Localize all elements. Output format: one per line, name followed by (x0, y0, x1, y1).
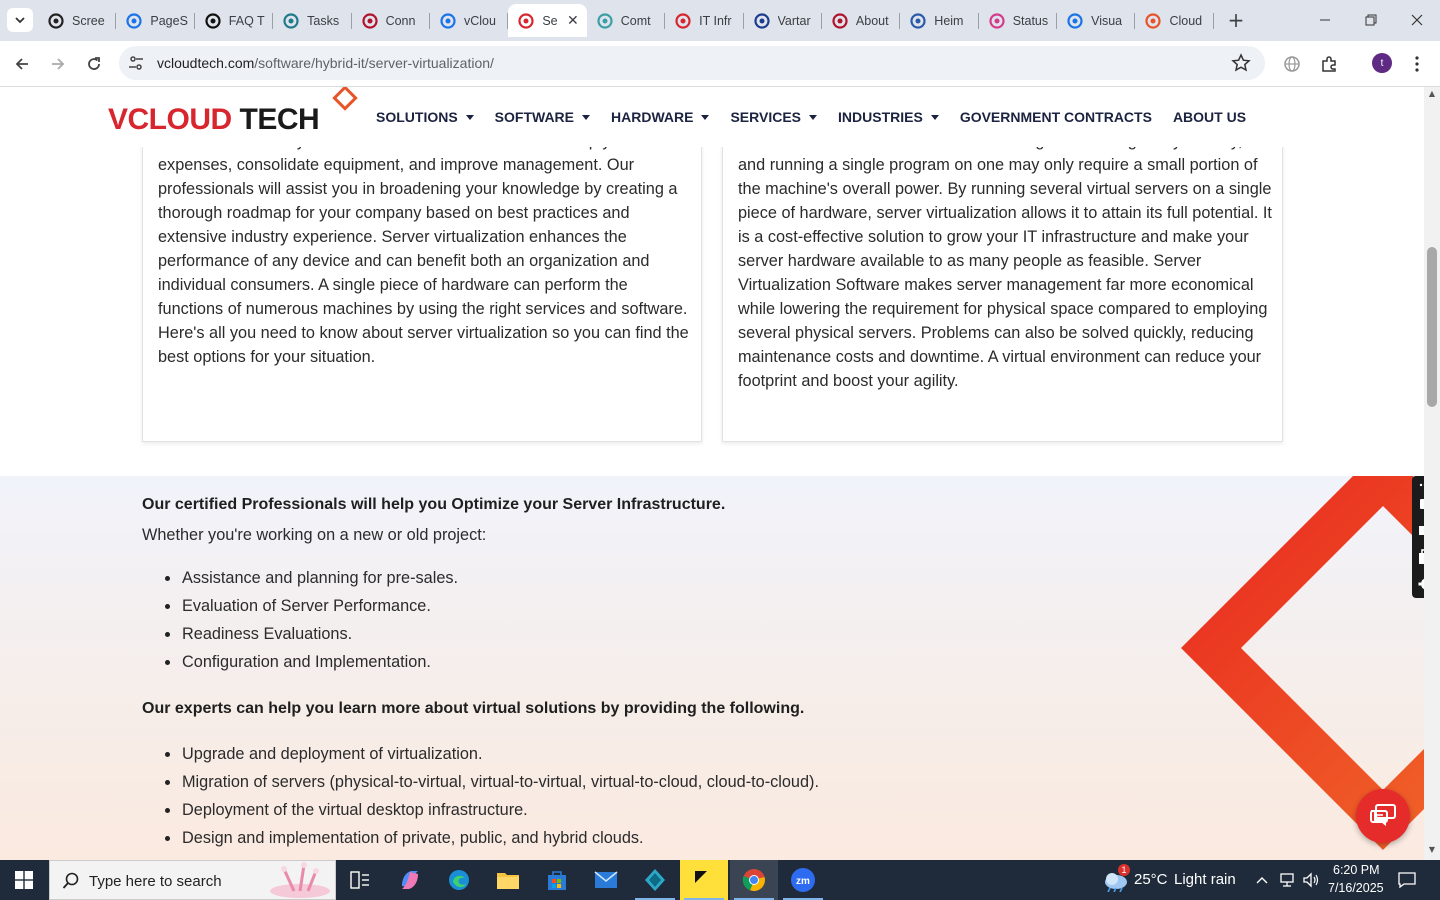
nav-item-solutions[interactable] (376, 109, 474, 125)
tab-title: Se (542, 13, 558, 28)
browser-tab[interactable] (900, 4, 978, 37)
profile-avatar[interactable]: t (1372, 53, 1392, 73)
task-view-icon (350, 871, 370, 889)
minimize-icon (1319, 14, 1331, 26)
taskbar-app-diamond[interactable] (631, 860, 679, 900)
browser-tab[interactable] (508, 4, 586, 37)
browser-tab[interactable] (979, 4, 1057, 37)
taskbar-file-explorer[interactable] (484, 860, 532, 900)
browser-tab[interactable] (195, 4, 273, 37)
search-highlight-illustration (264, 861, 336, 899)
zoom-app-icon (790, 867, 816, 893)
taskbar-copilot[interactable] (386, 860, 434, 900)
caret-down-icon (582, 115, 590, 120)
search-icon (62, 872, 80, 890)
speaker-icon (1302, 872, 1320, 888)
taskbar-store[interactable] (533, 860, 581, 900)
intro-card-right-text: and running a single program on one may only require a small portion of the machine's overall power. By running several virtual servers on a single piece of hardware, server virtualization allows it to attain its full potential. It is a cost-effective solution to grow your IT infrastructure and make your server hardware available to as many people as feasible. Server Virtualization Software makes server management far more economical while lowering the requirement for physical space compared to employing several physical servers. Problems can also be solved quickly, reducing maintenance costs and downtime. A virtual environment can reduce your footprint and boost your agility. (738, 156, 1272, 390)
weather-temperature[interactable]: 25°C (1134, 871, 1168, 888)
page-scrollbar[interactable] (1424, 87, 1440, 860)
chat-bubble-icon (1369, 803, 1397, 829)
vcloud-tech-logo[interactable] (108, 99, 358, 135)
network-icon (1278, 872, 1296, 888)
tab-title: IT Infr (699, 13, 732, 28)
caret-down-icon (809, 115, 817, 120)
nav-item-government-contracts[interactable] (960, 109, 1152, 125)
translate-icon[interactable] (1281, 53, 1303, 75)
taskbar-zoom[interactable] (779, 860, 827, 900)
v-logo-icon (362, 13, 378, 29)
tab-search-button[interactable] (7, 8, 33, 32)
browser-toolbar (0, 41, 1440, 87)
forward-button[interactable] (43, 49, 73, 79)
taskbar-mail[interactable] (582, 860, 630, 900)
browser-tab[interactable] (822, 4, 900, 37)
chrome-icon (742, 868, 766, 892)
tab-title: Status (1012, 13, 1049, 28)
browser-tab[interactable] (116, 4, 194, 37)
tab-title: vClou (463, 13, 496, 28)
camera-icon[interactable] (1418, 494, 1424, 512)
store-bag-icon (546, 869, 568, 891)
cloud-tab-icon (1145, 13, 1161, 29)
intro-card-left-text: expenses, consolidate equipment, and improve management. Our professionals will assist you in broadening your knowledge by creating a thorough roadmap for your company based on best practices and extensive industry experience. Server virtualization enhances the performance of any device and can benefit both an organization and individual consumers. A single piece of hardware can perform the functions of numerous machines by using the right services and software. Here's all you need to know about server virtualization so you can find the best options for your situation. (158, 156, 689, 366)
list-item: Configuration and Implementation. (142, 648, 458, 676)
tab-title: FAQ T (228, 13, 265, 28)
restore-icon (1365, 14, 1377, 26)
nav-item-label: HARDWARE (611, 109, 694, 125)
intro-card-left (142, 129, 702, 442)
toolbar-menu-icon[interactable] (1418, 479, 1424, 491)
video-camera-icon[interactable] (1418, 521, 1424, 539)
chevron-down-icon (15, 15, 25, 25)
tab-list (38, 4, 1214, 37)
list-item: Upgrade and deployment of virtualization. (142, 740, 819, 768)
new-tab-button[interactable]: + (1227, 8, 1245, 32)
comet-icon (597, 13, 613, 29)
status-icon (989, 13, 1005, 29)
nav-item-label: INDUSTRIES (838, 109, 923, 125)
weather-widget-icon[interactable] (1102, 865, 1130, 892)
window-capture-icon[interactable] (1418, 548, 1424, 566)
browser-tab[interactable] (273, 4, 351, 37)
nav-item-about-us[interactable] (1173, 109, 1246, 125)
logo-wordmark: VCLOUD TECH (108, 103, 320, 136)
folder-icon (496, 870, 520, 890)
search-placeholder: Type here to search (89, 873, 222, 890)
nav-item-software[interactable] (495, 109, 590, 125)
restore-button[interactable] (1348, 0, 1394, 40)
start-button[interactable] (0, 860, 48, 900)
close-icon (1411, 14, 1423, 26)
show-hidden-icons-button[interactable] (1250, 860, 1274, 900)
back-button[interactable] (7, 49, 37, 79)
weather-badge: 1 (1118, 864, 1130, 876)
network-status[interactable] (1275, 860, 1299, 900)
caret-down-icon (701, 115, 709, 120)
taskbar-edge[interactable] (435, 860, 483, 900)
check-icon (440, 13, 456, 29)
about-icon (832, 13, 848, 29)
nav-item-label: GOVERNMENT CONTRACTS (959, 109, 1152, 125)
intro-card-right (722, 129, 1283, 442)
taskbar-sticky-notes[interactable] (680, 860, 728, 900)
windows-taskbar (0, 860, 1440, 900)
weather-condition[interactable]: Light rain (1174, 871, 1236, 888)
url-domain: vcloudtech.com (157, 55, 255, 71)
logo-diamond-icon (332, 87, 357, 111)
screencast-icon (48, 13, 64, 29)
services-list-presales (142, 564, 458, 676)
windows-logo-icon (15, 871, 33, 889)
nav-item-label: SOLUTIONS (376, 109, 458, 125)
caret-down-icon (466, 115, 474, 120)
section-intro-text: Whether you're working on a new or old project: (142, 526, 487, 544)
services-list-virtual (142, 740, 819, 852)
x-logo-icon (754, 13, 770, 29)
sticky-notes-icon (693, 869, 715, 891)
volume-control[interactable] (1299, 860, 1323, 900)
browser-tab[interactable] (1135, 4, 1213, 37)
main-navigation (376, 109, 1267, 125)
browser-tab[interactable] (665, 4, 743, 37)
scroll-up-arrow-icon[interactable]: ▲ (1428, 89, 1436, 98)
extensions-puzzle-icon[interactable] (1318, 53, 1340, 75)
caret-down-icon (931, 115, 939, 120)
nav-item-label: SOFTWARE (494, 109, 575, 125)
bookmark-star-icon[interactable] (1231, 53, 1251, 73)
browser-tab-strip (0, 0, 1440, 41)
close-window-button[interactable] (1394, 0, 1440, 40)
edge-browser-icon (447, 868, 471, 892)
page-viewport (0, 87, 1424, 860)
nav-item-label: SERVICES (730, 109, 802, 125)
tasks-icon (283, 13, 299, 29)
clock-date[interactable]: 7/16/2025 (1328, 881, 1384, 895)
task-view-button[interactable] (336, 860, 384, 900)
taskbar-search-box[interactable] (49, 860, 336, 900)
scroll-down-arrow-icon[interactable]: ▼ (1428, 845, 1436, 854)
arrow-right-icon (50, 56, 66, 72)
browser-tab[interactable] (744, 4, 822, 37)
nav-item-services[interactable] (730, 109, 817, 125)
nav-item-label: ABOUT US (1172, 109, 1247, 125)
tab-title: Comt (620, 13, 651, 28)
list-item: Assistance and planning for pre-sales. (142, 564, 458, 592)
diamond-app-icon (644, 868, 666, 892)
screen-capture-toolbar (1412, 476, 1424, 598)
tab-title: Scree (72, 13, 105, 28)
tab-title: PageS (150, 13, 188, 28)
tab-title: Visua (1091, 13, 1123, 28)
browser-tab[interactable] (38, 4, 116, 37)
browser-menu-icon[interactable] (1406, 53, 1428, 75)
chevron-up-icon (1256, 876, 1268, 884)
nav-item-industries[interactable] (838, 109, 939, 125)
section-heading-optimize: Our certified Professionals will help you Optimize your Server Infrastructure. (142, 496, 726, 513)
taskbar-chrome[interactable] (730, 860, 778, 900)
browser-tab[interactable] (430, 4, 508, 37)
scrollbar-thumb[interactable] (1427, 247, 1437, 407)
live-chat-button[interactable] (1356, 789, 1410, 843)
tab-title: Vartar (777, 13, 811, 28)
vcloud-icon (518, 13, 534, 29)
notification-icon (1398, 872, 1416, 888)
tab-title: Tasks (307, 13, 340, 28)
list-item: Deployment of the virtual desktop infrastructure. (142, 796, 819, 824)
svg-text:zm: zm (796, 876, 810, 887)
tab-title: About (855, 13, 889, 28)
visual-icon (1067, 13, 1083, 29)
arrow-left-icon (14, 56, 30, 72)
browser-tab[interactable] (587, 4, 665, 37)
openai-icon (205, 13, 221, 29)
site-header (0, 87, 1424, 147)
clock-time[interactable]: 6:20 PM (1333, 863, 1380, 877)
url-path: /software/hybrid-it/server-virtualization/ (254, 55, 494, 71)
list-item: Migration of servers (physical-to-virtual, virtual-to-virtual, virtual-to-cloud, cloud-to-cloud). (142, 768, 819, 796)
reload-button[interactable] (79, 49, 109, 79)
list-item: Readiness Evaluations. (142, 620, 458, 648)
vcloud-icon (675, 13, 691, 29)
section-heading-experts: Our experts can help you learn more about virtual solutions by providing the following. (142, 700, 805, 717)
list-item: Evaluation of Server Performance. (142, 592, 458, 620)
notification-center-button[interactable] (1392, 860, 1422, 900)
close-tab-icon[interactable]: ✕ (567, 13, 579, 29)
pagespeed-icon (126, 13, 142, 29)
url-text[interactable] (157, 55, 494, 71)
mail-envelope-icon (594, 871, 618, 889)
tab-title: Cloud (1169, 13, 1203, 28)
reload-icon (86, 56, 102, 72)
services-section (0, 476, 1424, 860)
browser-tab[interactable] (1057, 4, 1135, 37)
address-bar[interactable] (119, 46, 1265, 80)
settings-gear-icon[interactable] (1418, 575, 1424, 593)
minimize-button[interactable] (1302, 0, 1348, 40)
copilot-icon (398, 868, 422, 892)
scales-icon (910, 13, 926, 29)
browser-tab[interactable] (352, 4, 430, 37)
list-item: Design and implementation of private, public, and hybrid clouds. (142, 824, 819, 852)
tab-title: Conn (385, 13, 416, 28)
site-info-icon[interactable] (127, 54, 145, 72)
tab-title: Heim (934, 13, 964, 28)
nav-item-hardware[interactable] (611, 109, 709, 125)
